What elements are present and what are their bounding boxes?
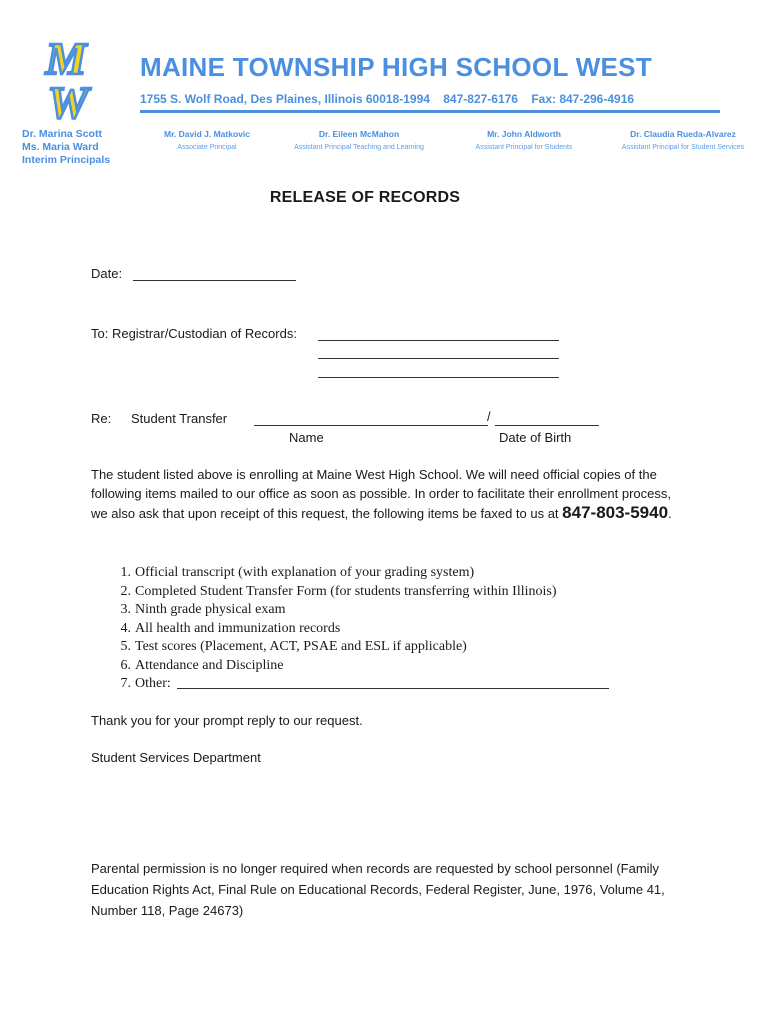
- other-field[interactable]: [177, 675, 609, 689]
- name-dob-separator: /: [487, 409, 491, 424]
- item-number: 1.: [120, 565, 131, 580]
- legal-footnote: Parental permission is no longer required when records are requested by school personnel (Family Education Rights Act, Final Rule on Educational Records, Federal Register, June, 1976, Volume 41, Number 118, Page 24673): [91, 861, 665, 918]
- list-item: [91, 675, 651, 694]
- item-number: 2.: [120, 583, 131, 599]
- registrar-field-line-1[interactable]: [318, 340, 559, 341]
- staff-associate-principal: [142, 129, 272, 151]
- principal-name: Ms. Maria Ward: [22, 141, 99, 153]
- principal-title: Interim Principals: [22, 154, 111, 166]
- staff-role: Associate Principal: [177, 144, 237, 151]
- school-logo: [22, 34, 110, 122]
- thanks-text: Thank you for your prompt reply to our request.: [91, 713, 363, 728]
- date-field[interactable]: [133, 280, 296, 281]
- dob-caption: Date of Birth: [499, 430, 572, 445]
- school-address: 1755 S. Wolf Road, Des Plaines, Illinois 60018-1994 847-827-6176 Fax: 847-296-4916: [140, 92, 635, 106]
- staff-ap-teaching: [286, 129, 432, 151]
- requested-items-list: [91, 564, 651, 694]
- item-number: 4.: [120, 620, 131, 636]
- item-number: 3.: [120, 602, 131, 617]
- item-text: Test scores (Placement, ACT, PSAE and ESL if applicable): [135, 639, 467, 654]
- re-subject: Student Transfer: [131, 411, 228, 426]
- staff-role: Assistant Principal Teaching and Learning: [294, 144, 424, 151]
- svg-text:M: M: [45, 34, 87, 84]
- student-name-field[interactable]: [254, 425, 488, 426]
- staff-role: Assistant Principal for Student Services: [621, 144, 745, 151]
- item-text: Attendance and Discipline: [135, 657, 284, 673]
- registrar-field-line-3[interactable]: [318, 377, 559, 378]
- interim-principals: [22, 128, 117, 167]
- item-text: All health and immunization records: [135, 620, 341, 636]
- item-text: Completed Student Transfer Form (for students transferring within Illinois): [135, 583, 557, 599]
- department-signature: Student Services Department: [91, 750, 261, 765]
- staff-name: Mr. David J. Matkovic: [164, 129, 250, 139]
- item-text: Official transcript (with explanation of your grading system): [135, 565, 475, 580]
- document-title: RELEASE OF RECORDS: [269, 189, 461, 206]
- school-name: MAINE TOWNSHIP HIGH SCHOOL WEST: [140, 52, 652, 82]
- staff-name: Mr. John Aldworth: [487, 129, 561, 139]
- staff-name: Dr. Eileen McMahon: [318, 129, 400, 139]
- item-text: Ninth grade physical exam: [135, 602, 286, 617]
- staff-name: Dr. Claudia Rueda-Alvarez: [630, 129, 736, 139]
- item-number: 7.: [120, 676, 131, 691]
- re-label: Re:: [91, 411, 112, 426]
- svg-text:W: W: [47, 77, 89, 122]
- staff-role: Assistant Principal for Students: [475, 144, 573, 151]
- date-of-birth-field[interactable]: [495, 425, 599, 426]
- request-text: The student listed above is enrolling at Maine West High School. We will need official copies of the following items mailed to our office as soon as possible. In order to facilitate their enrollment process, we also ask that upon receipt of this request, the following items be faxed to us at: [91, 467, 671, 521]
- list-item: [91, 638, 651, 657]
- to-label: To: Registrar/Custodian of Records:: [91, 326, 297, 341]
- header-divider: [140, 110, 720, 113]
- registrar-field-line-2[interactable]: [318, 358, 559, 359]
- request-paragraph: [91, 465, 691, 523]
- item-text: Other:: [135, 676, 171, 691]
- list-item: [91, 583, 651, 602]
- date-label: Date:: [91, 266, 123, 281]
- staff-ap-student-services: [612, 129, 754, 151]
- staff-ap-students: [462, 129, 586, 151]
- list-item: [91, 601, 651, 620]
- paragraph-period: .: [668, 506, 672, 521]
- name-caption: Name: [289, 430, 324, 445]
- list-item: [91, 620, 651, 639]
- fax-number: 847-803-5940: [562, 503, 669, 522]
- list-item: [91, 657, 651, 676]
- item-number: 5.: [120, 639, 131, 654]
- item-number: 6.: [120, 657, 131, 673]
- list-item: [91, 564, 651, 583]
- principal-name: Dr. Marina Scott: [22, 128, 102, 140]
